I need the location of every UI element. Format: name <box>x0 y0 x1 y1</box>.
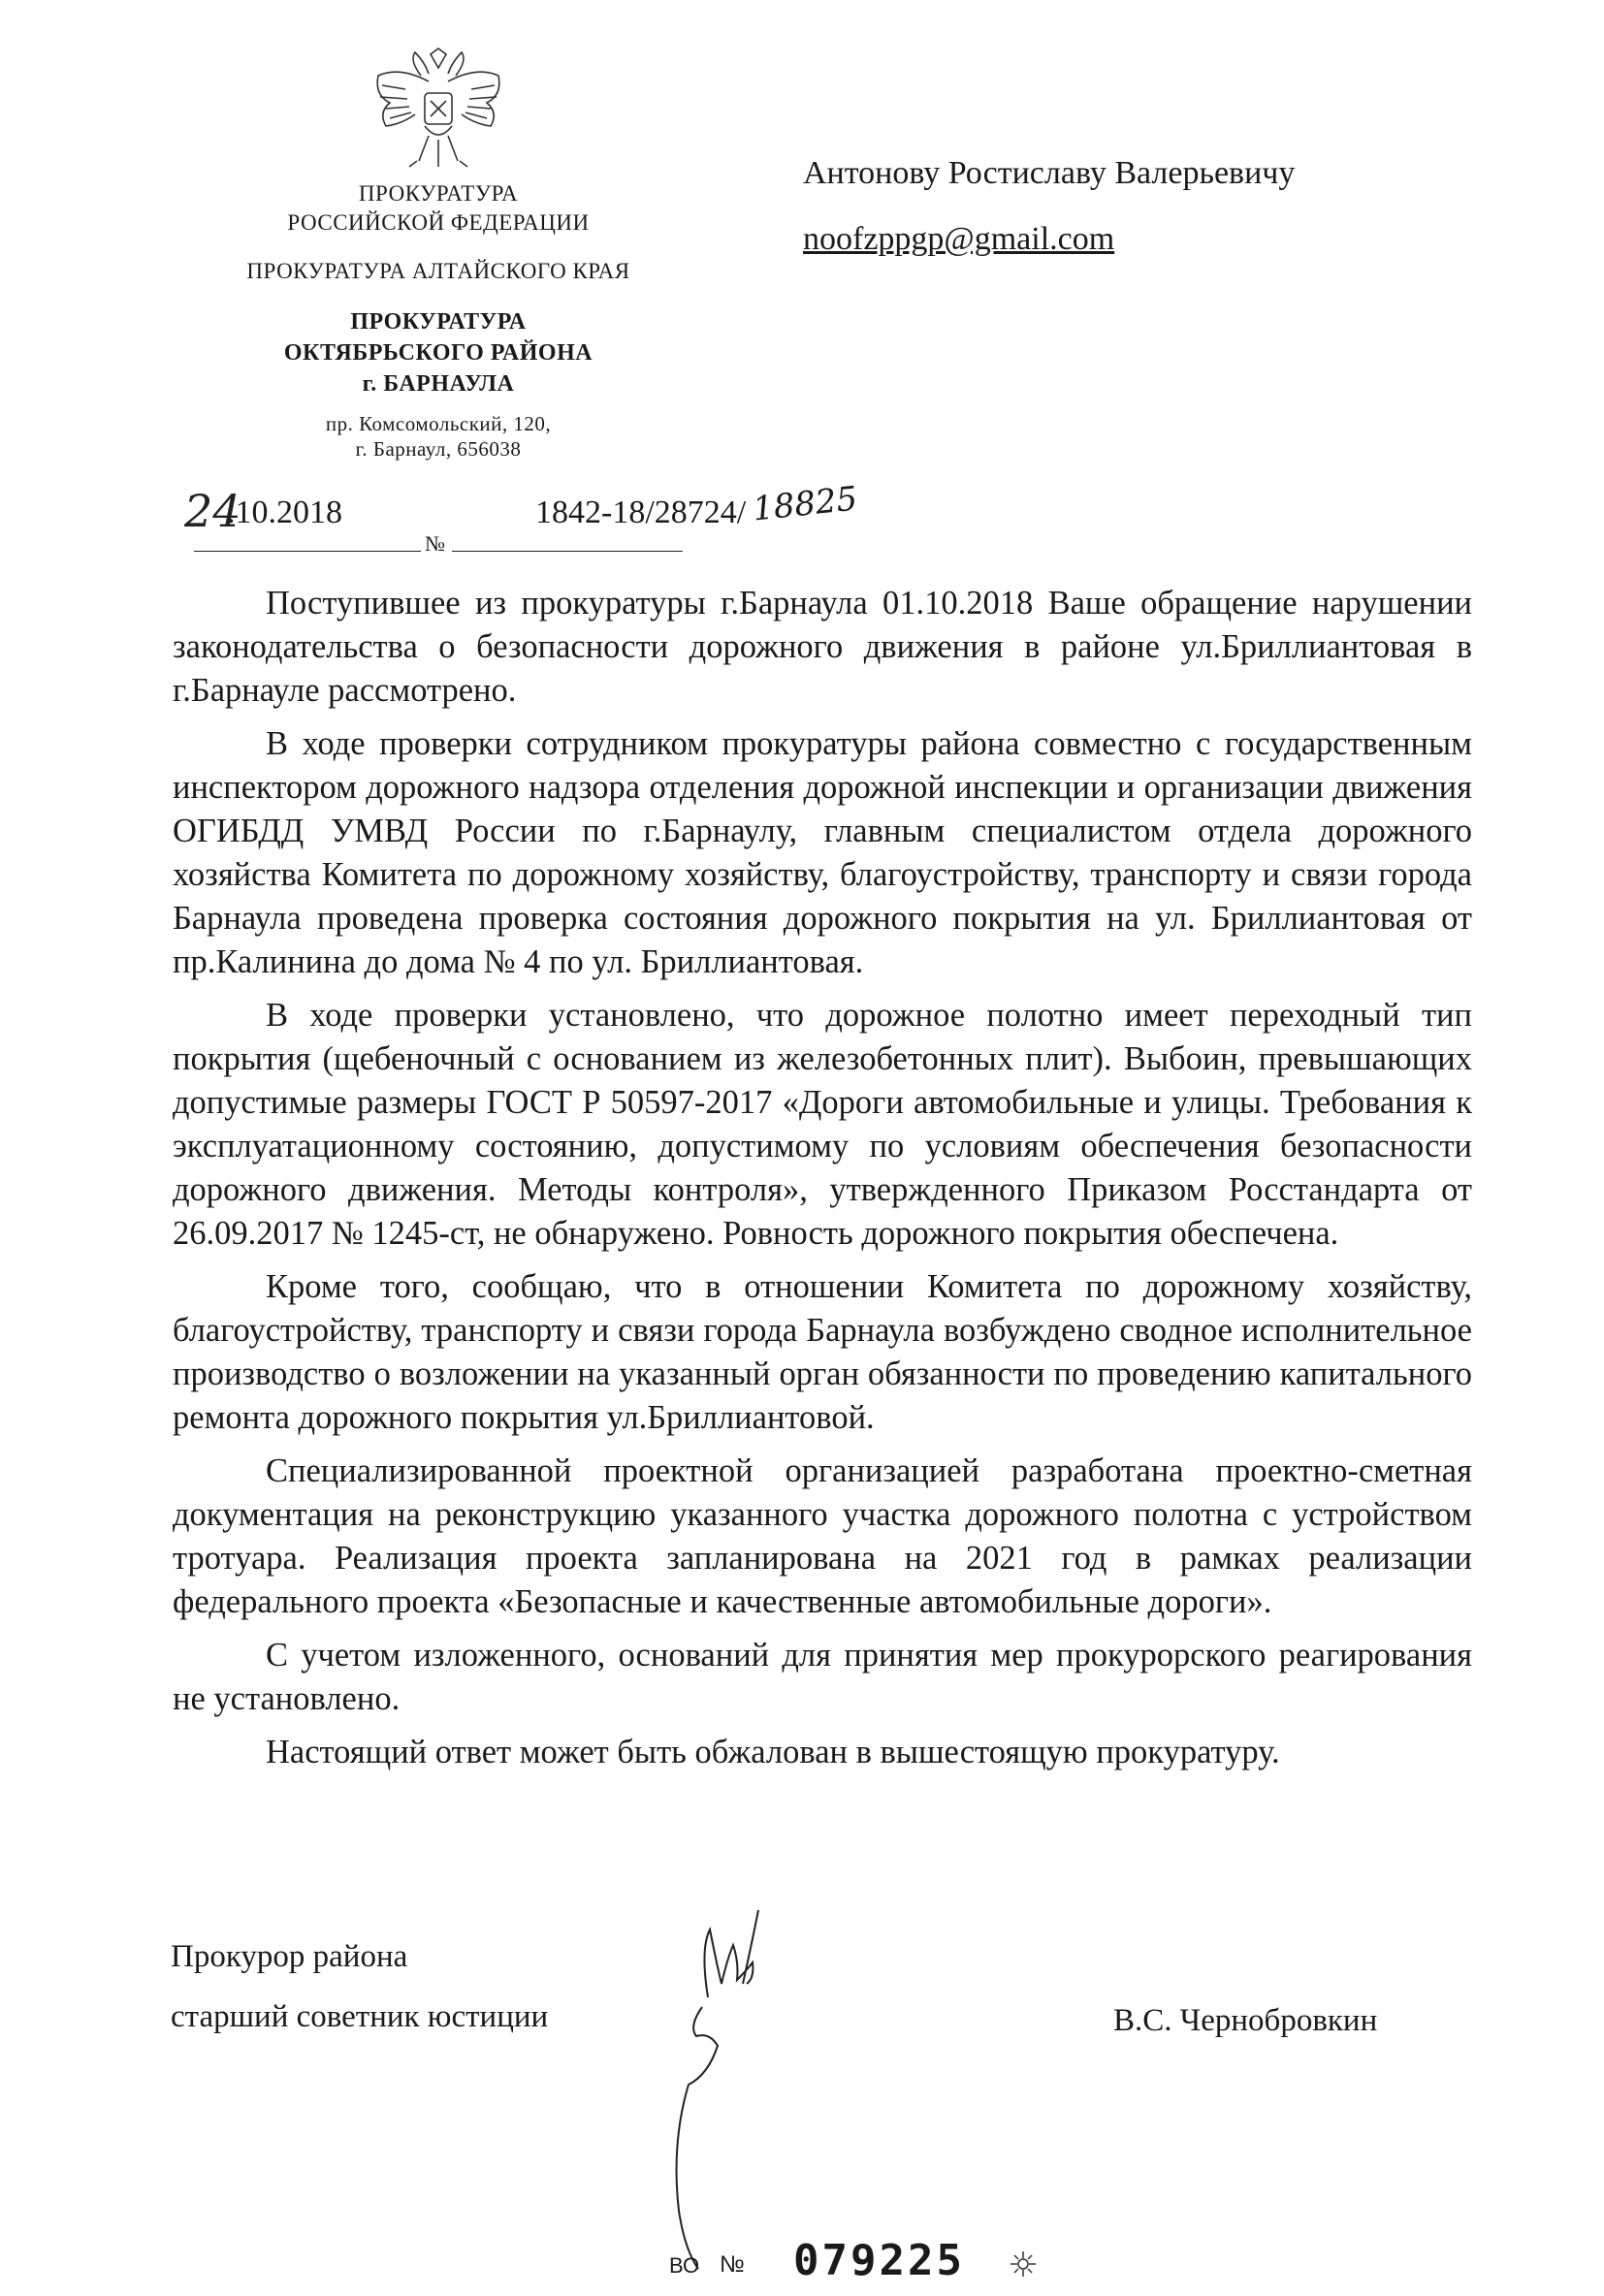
signer-title-1: Прокурор района <box>171 1939 408 1974</box>
letter-body <box>173 582 1472 1774</box>
org-line-4: ПРОКУРАТУРА <box>350 309 527 335</box>
outgoing-number-handwritten: 18825 <box>751 479 859 529</box>
signer-name: В.С. Чернобровкин <box>1113 2003 1378 2038</box>
ornament-icon <box>1009 2249 1038 2279</box>
number-label: № <box>425 531 445 556</box>
signer-title-2: старший советник юстиции <box>171 1999 549 2034</box>
org-address-1: пр. Комсомольский, 120, <box>325 412 552 435</box>
paragraph-2: В ходе проверки сотрудником прокуратуры района совместно с государственным инспектором дорожного надзора отделения дорожной инспекции и организации движения ОГИБДД УМВД России по г.Барнаулу, главным специалистом отдела дорожного хозяйства Комитета по дорожному хозяйству, благоустройству, транспорту и связи города Барнаула проведена проверка состояния дорожного покрытия на ул. Бриллиантовая от пр.Калинина до дома № 4 по ул. Бриллиантовая. <box>173 725 1472 980</box>
org-line-5: ОКТЯБРЬСКОГО РАЙОНА <box>283 340 593 366</box>
paragraph-7: Настоящий ответ может быть обжалован в вышестоящую прокуратуру. <box>266 1734 1280 1770</box>
paragraph-6: С учетом изложенного, оснований для принятия мер прокурорского реагирования не установлено. <box>173 1637 1472 1717</box>
number-underline <box>452 551 683 552</box>
date-underline <box>194 551 421 552</box>
org-line-3: ПРОКУРАТУРА АЛТАЙСКОГО КРАЯ <box>246 259 630 283</box>
org-line-6: г. БАРНАУЛА <box>362 371 515 397</box>
org-line-1: ПРОКУРАТУРА <box>358 181 519 206</box>
serial-number-label: № <box>720 2251 745 2278</box>
serial-number: 079225 <box>793 2236 965 2285</box>
emblem-icon <box>361 47 516 173</box>
date-text: .10.2018 <box>227 494 342 530</box>
series-label: ВО <box>669 2253 700 2278</box>
paragraph-1: Поступившее из прокуратуры г.Барнаула 01.10.2018 Ваше обращение нарушении законодательства о безопасности дорожного движения в районе ул.Бриллиантовая в г.Барнауле рассмотрено. <box>173 585 1472 709</box>
date-day-handwritten: 24 <box>184 485 241 537</box>
addressee-email: noofzppgp@gmail.com <box>803 221 1115 257</box>
handwritten-signature <box>650 1891 805 2279</box>
paragraph-5: Специализированной проектной организацией разработана проектно-сметная документация на реконструкцию указанного участка дорожного полотна с устройством тротуара. Реализация проекта запланирована на 2021 год в рамках реализации федерального проекта «Безопасные и качественные автомобильные дороги». <box>173 1452 1472 1620</box>
paragraph-4: Кроме того, сообщаю, что в отношении Комитета по дорожному хозяйству, благоустройству, транспорту и связи города Барнаула возбуждено сводное исполнительное производство о возложении на указанный орган обязанности по проведению капитального ремонта дорожного покрытия ул.Бриллиантовой. <box>173 1268 1472 1436</box>
paragraph-3: В ходе проверки установлено, что дорожное полотно имеет переходный тип покрытия (щебеночный с основанием из железобетонных плит). Выбоин, превышающих допустимые размеры ГОСТ Р 50597-2017 «Дороги автомобильные и улицы. Требования к эксплуатационному состоянию, допустимому по условиям обеспечения безопасности дорожного движения. Методы контроля», утвержденного Приказом Росстандарта от 26.09.2017 № 1245-ст, не обнаружено. Ровность дорожного покрытия обеспечена. <box>173 997 1472 1252</box>
outgoing-number: 1842-18/28724/ <box>535 494 747 530</box>
org-address-2: г. Барнаул, 656038 <box>355 437 522 461</box>
addressee-name: Антонову Ростиславу Валерьевичу <box>803 155 1296 191</box>
org-line-2: РОССИЙСКОЙ ФЕДЕРАЦИИ <box>287 210 590 235</box>
